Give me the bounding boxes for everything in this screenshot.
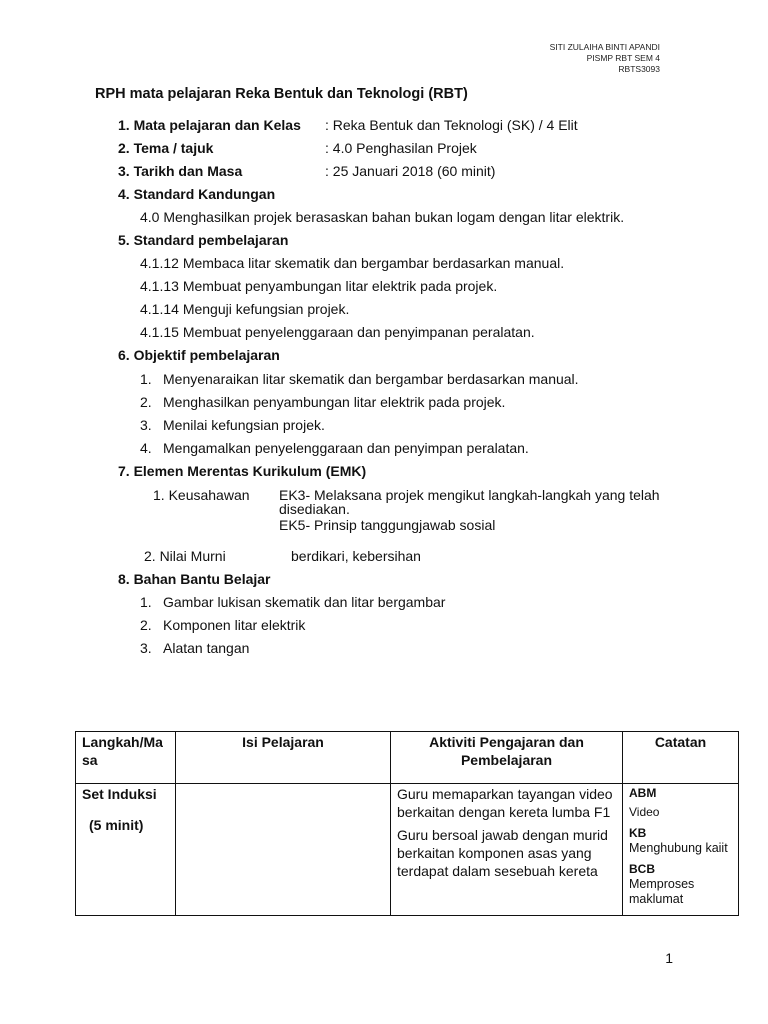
emk-ek5-line: EK5- Prinsip tanggungjawab sosial — [279, 517, 496, 533]
section-heading-emk: 7. Elemen Merentas Kurikulum (EMK) — [118, 463, 367, 479]
aktiviti-line: terdapat dalam sesebuah kereta — [397, 863, 598, 879]
cell-isi — [176, 784, 391, 916]
bahan-item-text: Gambar lukisan skematik dan litar bergambar — [163, 594, 446, 610]
objektif-item-number: 4. — [140, 440, 152, 456]
section-heading-objektif: 6. Objektif pembelajaran — [118, 347, 280, 363]
standard-pembelajaran-item: 4.1.15 Membuat penyelenggaraan dan penyimpanan peralatan. — [140, 324, 535, 340]
column-header-aktiviti-line1: Aktiviti Pengajaran dan — [429, 734, 584, 750]
catatan-bcb-value: Memproses — [629, 877, 695, 891]
column-header-langkah — [76, 732, 176, 784]
table-row — [76, 784, 739, 916]
catatan-kb-value: Menghubung kaiit — [629, 841, 728, 855]
lesson-plan-table — [75, 731, 739, 916]
column-header-aktiviti-line2: Pembelajaran — [460, 752, 553, 768]
column-header-langkah-line1: Langkah/Ma — [82, 734, 163, 750]
document-header — [550, 42, 660, 75]
objektif-item-text: Menghasilkan penyambungan litar elektrik pada projek. — [163, 394, 506, 410]
objektif-item-text: Mengamalkan penyelenggaraan dan penyimpan peralatan. — [163, 440, 529, 456]
bahan-item-text: Komponen litar elektrik — [163, 617, 306, 633]
header-program: PISMP RBT SEM 4 — [586, 53, 660, 63]
field-label-subject: 1. Mata pelajaran dan Kelas — [118, 117, 301, 133]
objektif-item-text: Menilai kefungsian projek. — [163, 417, 325, 433]
objektif-item-text: Menyenaraikan litar skematik dan bergambar berdasarkan manual. — [163, 371, 579, 387]
aktiviti-line: Guru bersoal jawab dengan murid — [397, 827, 608, 843]
section-heading-bahan-bantu: 8. Bahan Bantu Belajar — [118, 571, 271, 587]
standard-kandungan-text: 4.0 Menghasilkan projek berasaskan bahan bukan logam dengan litar elektrik. — [140, 209, 625, 225]
catatan-kb-label: KB — [629, 826, 647, 840]
column-header-catatan: Catatan — [623, 732, 739, 784]
bahan-item-number: 2. — [140, 617, 152, 633]
aktiviti-line: Guru memaparkan tayangan video — [397, 786, 613, 802]
catatan-bcb-value: maklumat — [629, 892, 684, 906]
field-value-theme: : 4.0 Penghasilan Projek — [325, 140, 477, 156]
field-label-theme: 2. Tema / tajuk — [118, 140, 214, 156]
page-number: 1 — [665, 950, 673, 966]
standard-pembelajaran-item: 4.1.12 Membaca litar skematik dan bergambar berdasarkan manual. — [140, 255, 565, 271]
column-header-langkah-line2: sa — [82, 752, 98, 768]
cell-langkah — [76, 784, 176, 916]
cell-aktiviti — [391, 784, 623, 916]
emk-ek3-line: EK3- Melaksana projek mengikut langkah-langkah yang telah — [279, 487, 660, 503]
catatan-bcb-label: BCB — [629, 862, 655, 876]
header-course-code: RBTS3093 — [618, 64, 660, 74]
standard-pembelajaran-item: 4.1.13 Membuat penyambungan litar elektrik pada projek. — [140, 278, 498, 294]
emk-item-nilai-murni-value: berdikari, kebersihan — [291, 548, 421, 564]
standard-pembelajaran-item: 4.1.14 Menguji kefungsian projek. — [140, 301, 350, 317]
objektif-item-number: 1. — [140, 371, 152, 387]
column-header-isi: Isi Pelajaran — [176, 732, 391, 784]
emk-item-nilai-murni-label: 2. Nilai Murni — [144, 548, 226, 564]
section-heading-standard-kandungan: 4. Standard Kandungan — [118, 186, 276, 202]
cell-catatan — [623, 784, 739, 916]
objektif-item-number: 3. — [140, 417, 152, 433]
aktiviti-line: berkaitan komponen asas yang — [397, 845, 592, 861]
bahan-item-text: Alatan tangan — [163, 640, 250, 656]
field-label-date: 3. Tarikh dan Masa — [118, 163, 243, 179]
objektif-item-number: 2. — [140, 394, 152, 410]
header-author-name: SITI ZULAIHA BINTI APANDI — [549, 42, 660, 52]
cell-langkah-duration: (5 minit) — [89, 817, 144, 833]
cell-langkah-stage: Set Induksi — [82, 786, 157, 802]
emk-ek3-line-continued: disediakan. — [279, 501, 350, 517]
table-header-row — [76, 732, 739, 784]
aktiviti-line: berkaitan dengan kereta lumba F1 — [397, 804, 611, 820]
field-value-subject: : Reka Bentuk dan Teknologi (SK) / 4 Elit — [325, 117, 578, 133]
bahan-item-number: 1. — [140, 594, 152, 610]
column-header-aktiviti — [391, 732, 623, 784]
catatan-abm-value: Video — [629, 805, 660, 819]
emk-item-keusahawan-label: 1. Keusahawan — [153, 487, 250, 503]
document-title: RPH mata pelajaran Reka Bentuk dan Teknologi (RBT) — [95, 86, 468, 102]
bahan-item-number: 3. — [140, 640, 152, 656]
catatan-abm-label: ABM — [629, 786, 657, 800]
field-value-date: : 25 Januari 2018 (60 minit) — [325, 163, 496, 179]
section-heading-standard-pembelajaran: 5. Standard pembelajaran — [118, 232, 289, 248]
